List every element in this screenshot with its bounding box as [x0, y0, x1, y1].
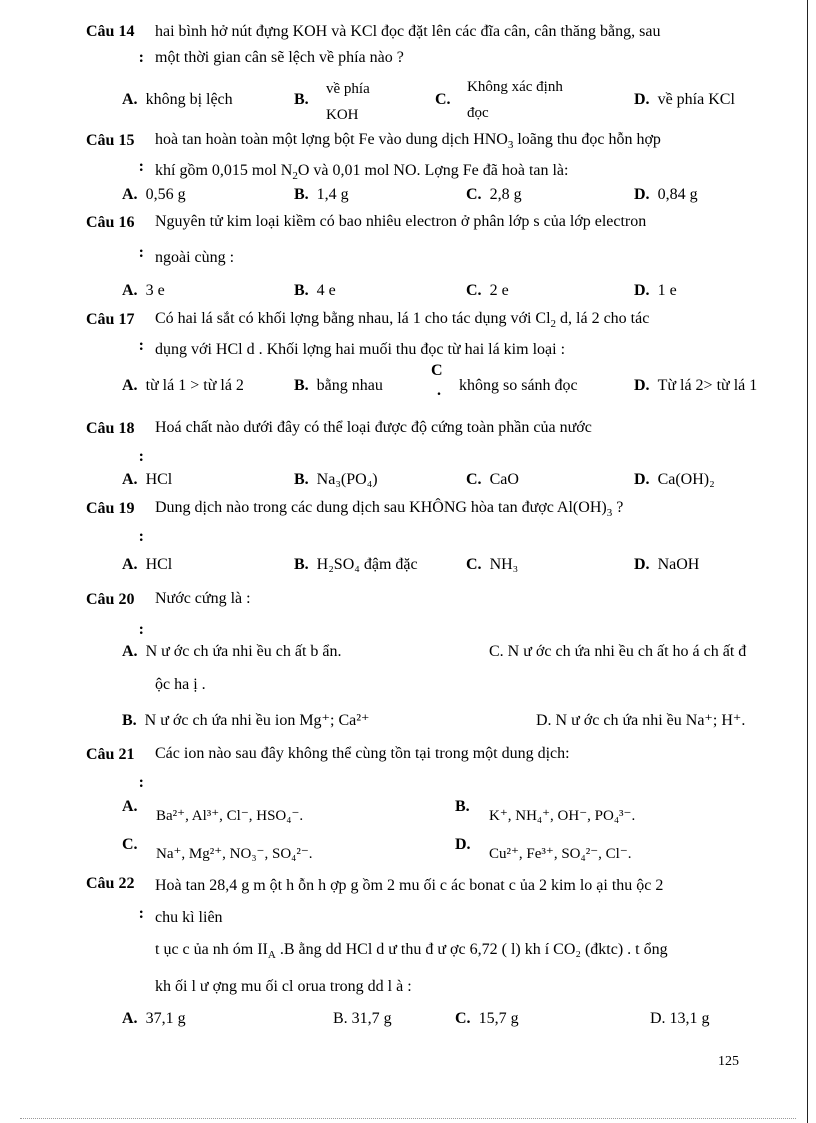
- q18-option-c: C. CaO: [466, 471, 519, 488]
- q17-label: Câu 17 :: [86, 311, 144, 354]
- q18-option-a: A. HCl: [122, 471, 173, 488]
- q19-option-b: B. H₂SO₄ đậm đặc: [294, 556, 418, 573]
- q14-option-b: về phía KOH: [326, 81, 370, 123]
- q20-option-a-cont: ộc ha ị .: [155, 676, 206, 693]
- q22-option-a: A. 37,1 g: [122, 1010, 186, 1027]
- q19-stem: Dung dịch nào trong các dung dịch sau KHÔNG hòa tan được $Al(OH)_3$ ?: [155, 499, 624, 520]
- bottom-dotted-line: [20, 1118, 796, 1119]
- q17-option-a: A. từ lá 1 > từ lá 2: [122, 377, 244, 394]
- q21-stem: Các ion nào sau đây không thể cùng tồn tại trong một dung dịch:: [155, 745, 570, 762]
- q20-option-b: B. N ư ớc ch ứa nhi ều ion Mg⁺; Ca²⁺: [122, 712, 370, 729]
- right-border-line: [807, 0, 808, 1123]
- q15-stem: hoà tan hoàn toàn một lợng bột Fe vào dung dịch $HNO_3$ loãng thu đọc hỗn hợp khí gồm 0,015 mol $N_2O$ và 0,01 mol NO. Lợng Fe đã hoà tan là:: [155, 131, 661, 183]
- q19-label: Câu 19 :: [86, 500, 144, 545]
- q21-option-c-letter: C.: [122, 836, 138, 853]
- q15-option-c: C. 2,8 g: [466, 186, 522, 203]
- q14-stem: hai bình hở nút đựng KOH và KCl đọc đặt lên các đĩa cân, cân thăng bằng, sau một thời gian cân sẽ lệch về phía nào ?: [155, 23, 661, 66]
- page-number: 125: [718, 1054, 739, 1069]
- q21-option-d-letter: D.: [455, 836, 471, 853]
- q16-stem: Nguyên tử kim loại kiềm có bao nhiêu electron ở phân lớp s của lớp electron ngoài cùng :: [155, 213, 647, 266]
- q16-option-d: D. 1 e: [634, 282, 677, 299]
- q21-label: Câu 21 :: [86, 746, 144, 791]
- q17-option-c-letter: C: [431, 362, 443, 379]
- q21-option-b-letter: B.: [455, 798, 470, 815]
- q22-label: Câu 22 :: [86, 875, 144, 922]
- q22-option-d: D. 13,1 g: [650, 1010, 710, 1027]
- q15-option-a: A. 0,56 g: [122, 186, 186, 203]
- q14-option-c-letter: C.: [435, 91, 451, 108]
- q22-option-b: B. 31,7 g: [333, 1010, 392, 1027]
- q18-option-d: D. Ca(OH)₂: [634, 471, 715, 488]
- q17-option-c: không so sánh đọc: [459, 377, 578, 394]
- q20-stem: Nước cứng là :: [155, 590, 251, 607]
- q15-label: Câu 15 :: [86, 132, 144, 175]
- q21-option-a-letter: A.: [122, 798, 138, 815]
- q20-label: Câu 20 :: [86, 591, 144, 638]
- q22-stem: Hoà tan 28,4 g m ột h ỗn h ợp g ồm 2 mu ối c ác bonat c ủa 2 kim lo ại thu ộc 2 chu kì liên t ục c ủa nh óm $II_A$ .B ằng dd HCl d ư thu đ ư ợc 6,72 ( l) kh í CO₂ (đktc) . t ổng kh ối l ư ợng mu ối cl orua trong dd l à :: [155, 877, 668, 996]
- q17-option-b: B. bằng nhau: [294, 377, 383, 394]
- q19-option-c: C. NH₃: [466, 556, 519, 573]
- q21-option-a: Ba²⁺, Al³⁺, Cl⁻, HSO₄⁻.: [156, 808, 304, 824]
- q18-stem: Hoá chất nào dưới đây có thể loại được độ cứng toàn phần của nước: [155, 419, 592, 436]
- q17-stem: Có hai lá sắt có khối lợng bằng nhau, lá 1 cho tác dụng với $Cl_2$ d, lá 2 cho tác dụng với HCl d . Khối lợng hai muối thu đọc từ hai lá kim loại :: [155, 310, 650, 359]
- q17-option-d: D. Từ lá 2> từ lá 1: [634, 377, 758, 394]
- q17-option-c-dot: .: [437, 382, 441, 399]
- q18-option-b: B. Na₃(PO₄): [294, 471, 378, 488]
- q14-option-a: A. không bị lệch: [122, 91, 233, 108]
- q21-option-c: Na⁺, Mg²⁺, NO₃⁻, SO₄²⁻.: [156, 846, 313, 862]
- q22-option-c: C. 15,7 g: [455, 1010, 519, 1027]
- q14-label: Câu 14 :: [86, 23, 144, 66]
- q15-option-b: B. 1,4 g: [294, 186, 349, 203]
- q20-option-c: C. N ư ớc ch ứa nhi ều ch ất ho á ch ất đ: [489, 643, 747, 660]
- q21-option-b: K⁺, NH₄⁺, OH⁻, PO₄³⁻.: [489, 808, 636, 824]
- q16-label: Câu 16 :: [86, 214, 144, 261]
- q16-option-a: A. 3 e: [122, 282, 165, 299]
- q16-option-b: B. 4 e: [294, 282, 336, 299]
- q20-option-a: A. N ư ớc ch ứa nhi ều ch ất b ẩn.: [122, 643, 342, 660]
- q14-option-b-letter: B.: [294, 91, 309, 108]
- q16-option-c: C. 2 e: [466, 282, 509, 299]
- q18-label: Câu 18 :: [86, 420, 144, 465]
- q19-option-d: D. NaOH: [634, 556, 700, 573]
- q19-option-a: A. HCl: [122, 556, 173, 573]
- q14-option-c: Không xác định đọc: [467, 79, 563, 121]
- q20-option-d: D. N ư ớc ch ứa nhi ều Na⁺; H⁺.: [536, 712, 746, 729]
- q15-option-d: D. 0,84 g: [634, 186, 698, 203]
- q21-option-d: Cu²⁺, Fe³⁺, SO₄²⁻, Cl⁻.: [489, 846, 632, 862]
- q14-option-d: D. về phía KCl: [634, 91, 735, 108]
